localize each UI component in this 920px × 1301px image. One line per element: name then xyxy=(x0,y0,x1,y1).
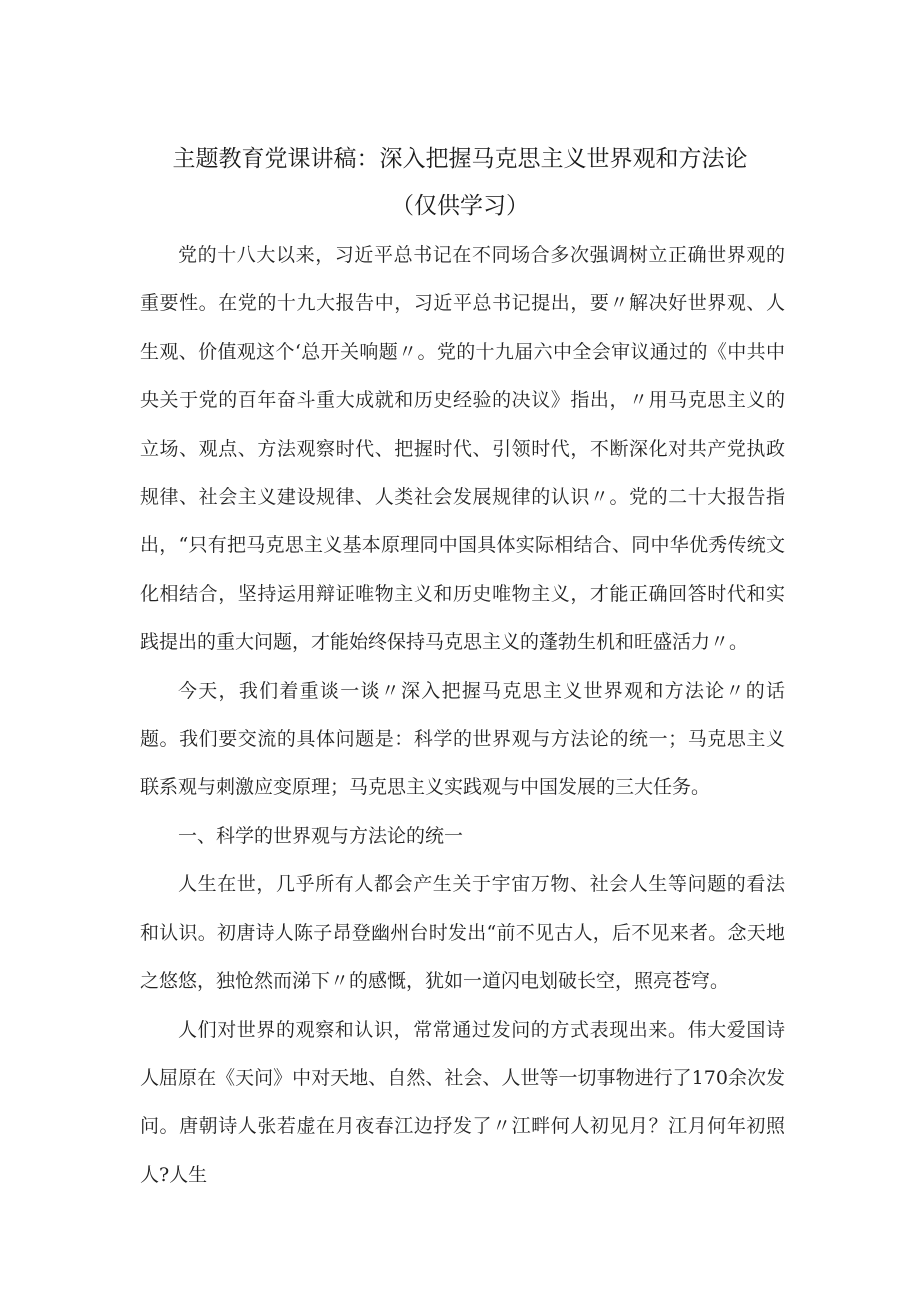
body-paragraph-3: 人生在世，几乎所有人都会产生关于宇宙万物、社会人生等问题的看法和认识。初唐诗人陈子昂登幽州台时发出“前不见古人，后不见来者。念天地之悠悠，独怆然而涕下〃的感慨，犹如一道闪电划破长空，照亮苍穹。 xyxy=(140,873,785,993)
document-subtitle: （仅供学习） xyxy=(391,193,529,219)
document-body xyxy=(140,231,785,1199)
body-paragraph-4: 人们对世界的观察和认识，常常通过发问的方式表现出来。伟大爱国诗人屈原在《天问》中对天地、自然、社会、人世等一切事物进行了170余次发问。唐朝诗人张若虚在月夜春江边抒发了〃江畔何人初见月？江月何年初照人?人生 xyxy=(140,1018,785,1186)
section-heading-1: 一、科学的世界观与方法论的统一 xyxy=(178,824,464,847)
document-title: 主题教育党课讲稿：深入把握马克思主义世界观和方法论 xyxy=(172,146,748,172)
body-paragraph-2: 今天，我们着重谈一谈〃深入把握马克思主义世界观和方法论〃的话题。我们要交流的具体问题是：科学的世界观与方法论的统一；马克思主义联系观与刺激应变原理；马克思主义实践观与中国发展的三大任务。 xyxy=(140,679,785,799)
body-paragraph-1: 党的十八大以来，习近平总书记在不同场合多次强调树立正确世界观的重要性。在党的十九大报告中，习近平总书记提出，要〃解决好世界观、人生观、价值观这个‘总开关响题〃。党的十九届六中全会审议通过的《中共中央关于党的百年奋斗重大成就和历史经验的决议》指出，〃用马克思主义的立场、观点、方法观察时代、把握时代、引领时代，不断深化对共产党执政规律、社会主义建设规律、人类社会发展规律的认识〃。党的二十大报告指出，“只有把马克思主义基本原理同中国具体实际相结合、同中华优秀传统文化相结合，坚持运用辩证唯物主义和历史唯物主义，才能正确回答时代和实践提出的重大问题，才能始终保持马克思主义的蓬勃生机和旺盛活力〃。 xyxy=(140,244,785,654)
